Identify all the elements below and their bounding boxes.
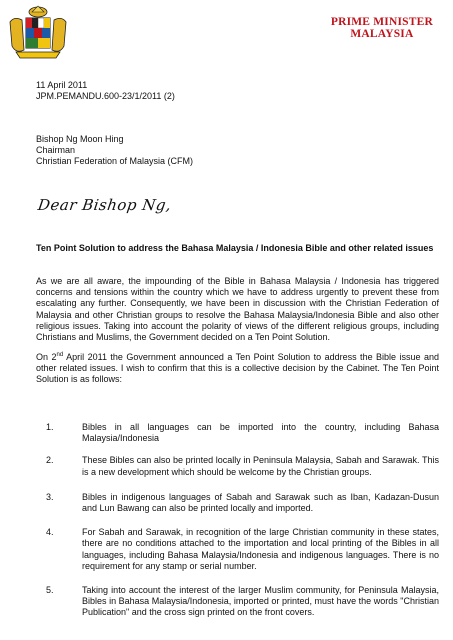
office-title-line2: MALAYSIA (350, 28, 414, 40)
point-text: Taking into account the interest of the larger Muslim community, for Peninsula Malaysia, Bibles in Bahasa Malaysia/Indonesia, imported or printed, must have the words "Christian Publication" and the cross sign printed on the front covers. (82, 585, 439, 618)
point-text: Bibles in all languages can be imported into the country, including Bahasa Malaysia/Indonesia (82, 422, 439, 444)
letter-reference: JPM.PEMANDU.600-23/1/2011 (2) (36, 91, 175, 101)
list-item (36, 422, 439, 444)
malaysia-coat-of-arms-icon (6, 4, 70, 62)
letter-meta (36, 80, 175, 102)
paragraph-2-start: On 2 (36, 352, 57, 362)
paragraph-2-rest: April 2011 the Government announced a Ten Point Solution to address the Bible issue and other related issues. I wish to confirm that this is a collective decision by the Cabinet. The Ten Point Solution is as follows: (36, 352, 439, 385)
recipient-organisation: Christian Federation of Malaysia (CFM) (36, 156, 194, 166)
office-title-line1: PRIME MINISTER (330, 16, 433, 28)
handwritten-salutation: Dear Bishop Ng, (36, 196, 173, 214)
office-title (331, 16, 433, 40)
point-number: 5. (46, 585, 54, 596)
point-text: Bibles in indigenous languages of Sabah and Sarawak such as Iban, Kadazan-Dusun and Lun Bawang can also be printed locally and imported. (82, 491, 439, 514)
list-item (36, 492, 439, 514)
point-text: These Bibles can also be printed locally in Peninsula Malaysia, Sabah and Sarawak. This is a new development which should be welcome by the Christian groups. (82, 455, 439, 477)
recipient-block (36, 134, 193, 167)
list-item (36, 527, 439, 572)
list-item (36, 585, 439, 619)
body-paragraph-2 (36, 352, 439, 386)
point-number: 4. (46, 527, 54, 538)
letter-subject: Ten Point Solution to address the Bahasa Malaysia / Indonesia Bible and other related issues (36, 243, 434, 253)
body-paragraph-1: As we are all aware, the impounding of the Bible in Bahasa Malaysia / Indonesia has triggered concerns and tensions within the country which we have to address urgently to prevent these from escalating any further. Consequently, we have been in discussion with the Christian Federation of Malaysia and other Christian groups to resolve the Bahasa Malaysia/Indonesia Bible and also other religious issues. Taking into account the polarity of views of the different religious groups, including Christians and Muslims, the Government decided on a Ten Point Solution. (36, 276, 439, 343)
recipient-title: Chairman (36, 145, 76, 155)
letter-date: 11 April 2011 (36, 80, 88, 90)
ten-point-list (36, 422, 439, 619)
point-number: 1. (46, 422, 54, 432)
list-item (36, 455, 439, 477)
point-number: 3. (46, 491, 54, 502)
ordinal-suffix: nd (56, 352, 64, 358)
point-number: 2. (46, 455, 54, 466)
point-text: For Sabah and Sarawak, in recognition of the large Christian community in these states, there are no conditions attached to the importation and local printing of the Bibles in all languages, including Bahasa Malaysia/Indonesia and indigenous languages. There is no requirement for any stamp or serial number. (82, 527, 439, 571)
recipient-name: Bishop Ng Moon Hing (36, 134, 124, 144)
